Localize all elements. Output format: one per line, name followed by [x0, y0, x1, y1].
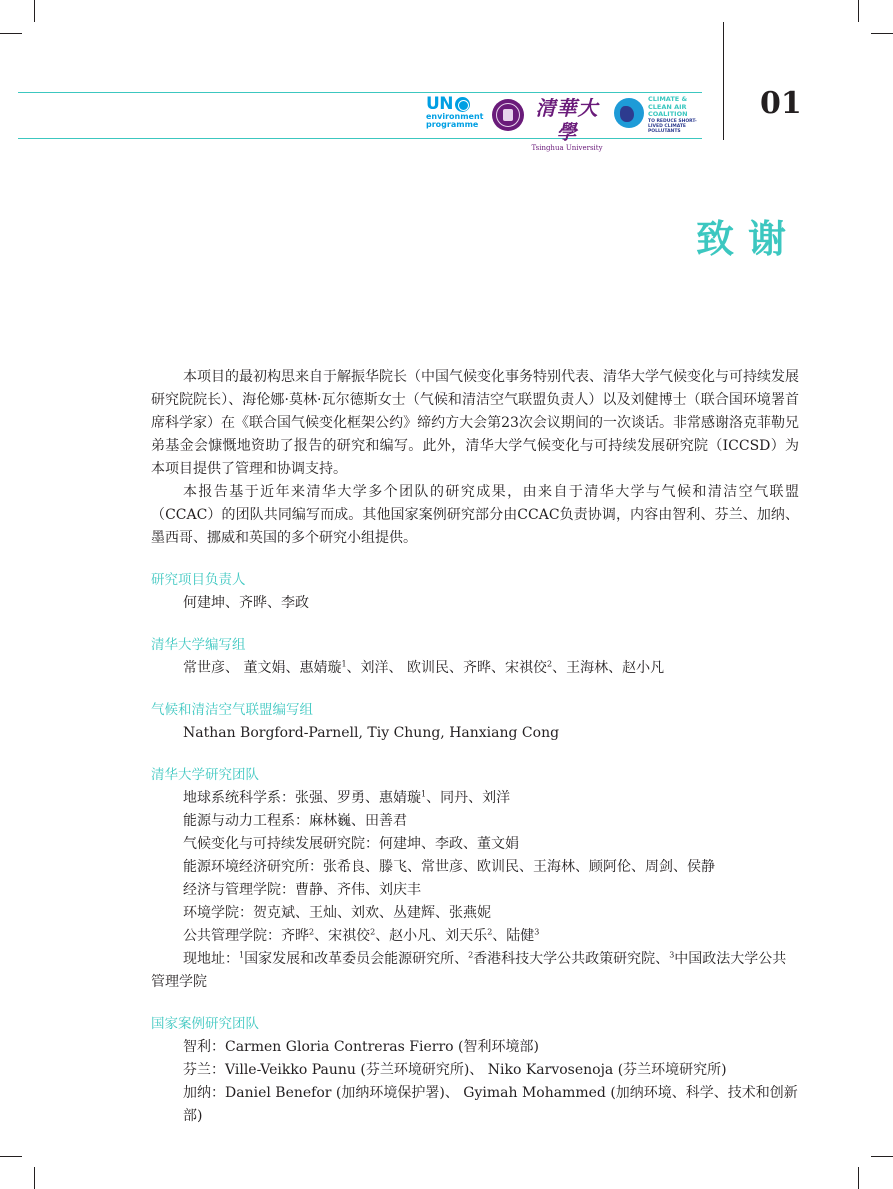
- tsinghua-logo: [530, 96, 604, 153]
- section-heading-ccac-writers: 气候和清洁空气联盟编写组: [151, 702, 313, 718]
- leads-names: 何建坤、齐晔、李政: [183, 595, 309, 611]
- team-energy-economics: 能源环境经济研究所：张希良、滕飞、常世彦、欧训民、王海林、顾阿伦、周剑、侯静: [183, 859, 715, 875]
- team-public-policy: 公共管理学院：齐晔$^2$、宋祺佼$^2$、赵小凡、刘天乐$^2$、陆健$^3$: [183, 927, 540, 944]
- un-globe-icon: [455, 97, 470, 112]
- team-environment: 环境学院：贺克斌、王灿、刘欢、丛建辉、张燕妮: [183, 905, 491, 921]
- country-finland: 芬兰：Ville-Veikko Paunu (芬兰环境研究所)、 Niko Karvosenoja (芬兰环境研究所): [183, 1062, 727, 1078]
- tsinghua-seal-icon: [492, 99, 524, 131]
- intro-paragraph-1: 本项目的最初构思来自于解振华院长（中国气候变化事务特别代表、清华大学气候变化与可持续发展研究院院长）、海伦娜·莫林·瓦尔德斯女士（气候和清洁空气联盟负责人）以及刘健博士（联合国环境署首席科学家）在《联合国气候变化框架公约》缔约方大会第23次会议期间的一次谈话。非常感谢洛克菲勒兄弟基金会慷慨地资助了报告的研究和编写。此外，清华大学气候变化与可持续发展研究院（ICCSD）为本项目提供了管理和协调支持。: [151, 369, 799, 477]
- team-earth-system: 地球系统科学系：张强、罗勇、惠婧璇$^1$、同丹、刘洋: [183, 789, 511, 806]
- ccac-globe-icon: [614, 98, 644, 128]
- section-heading-leads: 研究项目负责人: [151, 572, 246, 588]
- ccac-tagline: TO REDUCE SHORT-LIVED CLIMATE POLLUTANTS: [648, 118, 697, 134]
- page-title: 致谢: [695, 217, 800, 261]
- crop-mark: [871, 33, 893, 34]
- crop-mark: [858, 0, 859, 22]
- ccac-logo: [648, 96, 700, 134]
- crop-mark: [871, 1156, 893, 1157]
- team-iccsd: 气候变化与可持续发展研究院：何建坤、李政、董文娟: [183, 836, 519, 852]
- ccac-line-1: CLIMATE &: [648, 95, 688, 103]
- team-sem: 经济与管理学院：曹静、齐伟、刘庆丰: [183, 882, 421, 898]
- intro-paragraph-2: 本报告基于近年来清华大学多个团队的研究成果，由来自于清华大学与气候和清洁空气联盟（CCAC）的团队共同编写而成。其他国家案例研究部分由CCAC负责协调，内容由智利、芬兰、加纳、墨西哥、挪威和英国的多个研究小组提供。: [151, 484, 799, 546]
- crop-mark: [0, 33, 22, 34]
- partner-logos: [426, 94, 702, 152]
- ccac-line-2: CLEAN AIR: [648, 102, 687, 111]
- header-vertical-rule: [723, 22, 724, 140]
- crop-mark: [0, 1156, 22, 1157]
- section-heading-tsinghua-writers: 清华大学编写组: [151, 637, 246, 653]
- team-energy-power: 能源与动力工程系：麻林巍、田善君: [183, 813, 407, 829]
- country-chile: 智利：Carmen Gloria Contreras Fierro (智利环境部): [183, 1039, 539, 1055]
- tsinghua-writers-names: 常世彦、 董文娟、惠婧璇$^1$、刘洋、 欧训民、齐晔、宋祺佼$^2$、王海林、赵小凡: [183, 659, 665, 676]
- crop-mark: [34, 1167, 35, 1189]
- unep-logo: [426, 96, 482, 129]
- section-heading-tsinghua-team: 清华大学研究团队: [151, 767, 259, 783]
- page-number: 01: [760, 86, 802, 121]
- unep-sub-2: programme: [426, 120, 479, 129]
- acknowledgements-body: [151, 366, 799, 1128]
- crop-mark: [858, 1167, 859, 1189]
- ccac-line-3: COALITION: [648, 110, 688, 118]
- ccac-writers-names: Nathan Borgford-Parnell, Tiy Chung, Hanxiang Cong: [183, 725, 560, 741]
- header-rule-top: [18, 92, 702, 93]
- crop-mark: [34, 0, 35, 22]
- section-heading-country-team: 国家案例研究团队: [151, 1016, 259, 1032]
- unep-mark: UN: [426, 94, 454, 114]
- tsinghua-cn: 清華大學: [535, 96, 599, 144]
- unep-sub-1: environment: [426, 112, 484, 121]
- country-ghana: 加纳：Daniel Benefor (加纳环境保护署)、 Gyimah Mohammed (加纳环境、科学、技术和创新部): [183, 1085, 798, 1124]
- current-addresses: 现地址：$^1$国家发展和改革委员会能源研究所、$^2$香港科技大学公共政策研究院、$^3$中国政法大学公共管理学院: [151, 950, 787, 990]
- tsinghua-en: Tsinghua University: [531, 144, 603, 152]
